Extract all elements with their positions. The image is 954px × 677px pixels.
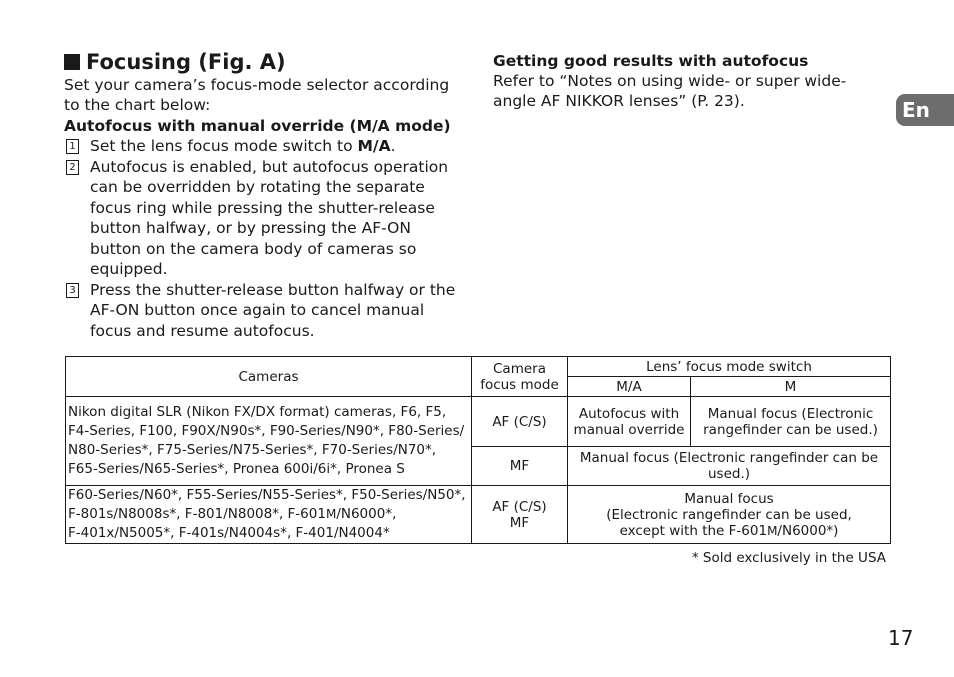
camera-text-small: M <box>325 507 337 521</box>
cell-mf-both: Manual focus (Electronic rangefinder can be used.) <box>568 447 891 486</box>
cameras-group-1 <box>66 397 472 486</box>
focus-mode-table <box>65 356 891 544</box>
both-line <box>570 523 888 539</box>
intro-text: Set your camera’s focus-mode selector according to the chart below: <box>64 76 450 115</box>
step-1 <box>64 136 464 156</box>
step-2 <box>64 157 464 279</box>
both-text-small: M <box>767 523 778 538</box>
step-number: 3 <box>66 283 79 298</box>
camera-line: F65-Series/N65-Series*, Pronea 600i/6i*, Pronea S <box>68 461 405 477</box>
camera-line: Nikon digital SLR (Nikon FX/DX format) cameras, F6, F5, <box>68 404 447 420</box>
right-heading: Getting good results with autofocus <box>493 52 809 70</box>
cameras-group-2 <box>66 486 472 544</box>
header-m: M <box>691 377 891 397</box>
page-number: 17 <box>888 626 914 650</box>
both-text: except with the F-601 <box>619 522 768 539</box>
mode-cell-group-2 <box>472 486 568 544</box>
camera-text: /N6000*, <box>336 506 397 522</box>
section-title <box>64 49 286 75</box>
step-3 <box>64 280 464 341</box>
mode-af-cs: AF (C/S) <box>492 498 547 515</box>
step-text: Press the shutter-release button halfway or the AF-ON button once again to cancel manual focus and resume autofocus. <box>90 281 456 340</box>
step-bold: M/A <box>357 137 391 155</box>
camera-text: F-801s/N8008s*, F-801/N8008*, F-601 <box>68 506 326 522</box>
camera-line: F4-Series, F100, F90X/N90s*, F90-Series/N90*, F80-Series/ <box>68 423 465 439</box>
cell-af-m: Manual focus (Electronic rangefinder can be used.) <box>691 397 891 447</box>
header-camera-focus-mode: Camera focus mode <box>472 357 568 397</box>
cell-group-2-both <box>568 486 891 544</box>
header-ma: M/A <box>568 377 691 397</box>
mode-mf: MF <box>472 447 568 486</box>
header-cameras: Cameras <box>66 357 472 397</box>
step-number: 1 <box>66 139 79 154</box>
section-title-text: Focusing (Fig. A) <box>86 50 286 74</box>
mode-af-cs: AF (C/S) <box>472 397 568 447</box>
camera-line: F60-Series/N60*, F55-Series/N55-Series*, F50-Series/N50*, <box>68 487 466 503</box>
step-text: Autofocus is enabled, but autofocus operation can be overridden by rotating the separate focus ring while pressing the shutter-release button halfway, or by pressing the AF-ON button on the camera body of cameras so equipped. <box>90 158 449 279</box>
right-text: Refer to “Notes on using wide- or super wide-angle AF NIKKOR lenses” (P. 23). <box>493 72 847 111</box>
step-number: 2 <box>66 160 79 175</box>
header-lens-switch: Lens’ focus mode switch <box>568 357 891 377</box>
cell-af-ma: Autofocus with manual override <box>568 397 691 447</box>
mode-mf: MF <box>509 514 530 531</box>
step-text-after: . <box>390 137 396 155</box>
footnote: * Sold exclusively in the USA <box>691 550 886 566</box>
language-tab: En <box>896 94 954 126</box>
camera-line: F-401x/N5005*, F-401s/N4004s*, F-401/N4004* <box>68 525 390 541</box>
square-bullet-icon <box>64 54 80 70</box>
subheading: Autofocus with manual override (M/A mode) <box>64 117 451 135</box>
camera-line <box>68 505 469 524</box>
camera-line: N80-Series*, F75-Series/N75-Series*, F70-Series/N70*, <box>68 442 437 458</box>
both-line: Manual focus <box>684 490 774 507</box>
step-text: Set the lens focus mode switch to <box>90 137 358 155</box>
both-line: (Electronic rangefinder can be used, <box>606 506 852 523</box>
both-text: /N6000*) <box>777 522 839 539</box>
